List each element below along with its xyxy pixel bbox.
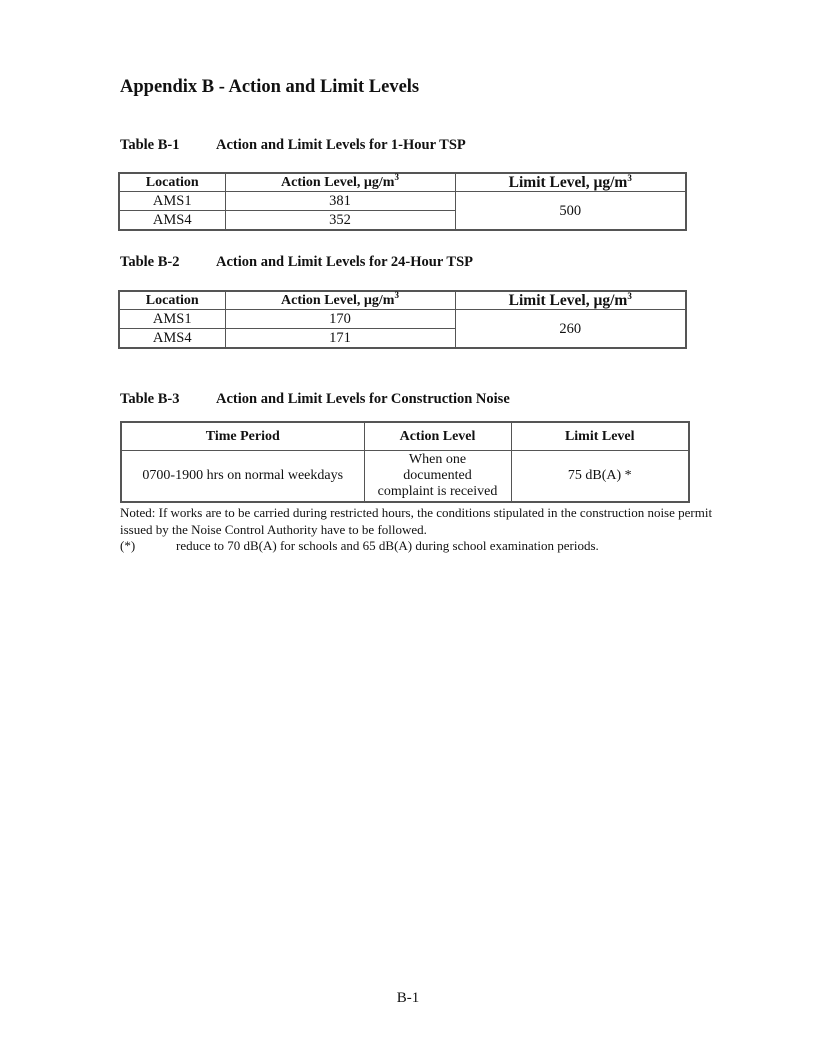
table-header-row bbox=[119, 291, 686, 310]
header-limit-level: Limit Level, $\mu g/m^3$ bbox=[455, 291, 686, 310]
page-number: B-1 bbox=[396, 990, 420, 1006]
cell-action-level: When one documented complaint is received bbox=[364, 451, 511, 503]
table-b1-caption bbox=[120, 137, 466, 154]
header-limit-level: Limit Level, $\mu g/m^3$ bbox=[455, 173, 686, 192]
table-header-row bbox=[119, 173, 686, 192]
cell-action-level: 352 bbox=[225, 211, 455, 231]
table-number: Table B-3 bbox=[120, 391, 180, 407]
table-number: Table B-2 bbox=[120, 254, 180, 270]
cell-location: AMS4 bbox=[119, 329, 225, 349]
table-title: Action and Limit Levels for 24-Hour TSP bbox=[216, 254, 473, 270]
table-b1 bbox=[118, 172, 687, 231]
header-action-level: Action Level, $\mu g/m^3$ bbox=[225, 173, 455, 192]
footnote-text: reduce to 70 dB(A) for schools and 65 dB(A) during school examination periods. bbox=[176, 538, 599, 553]
cell-location: AMS1 bbox=[119, 310, 225, 329]
header-action-level: Action Level, $\mu g/m^3$ bbox=[225, 291, 455, 310]
cell-limit-level: 260 bbox=[455, 310, 686, 349]
cell-location: AMS4 bbox=[119, 211, 225, 231]
table-b3-caption bbox=[120, 391, 510, 408]
footnote-mark: (*) bbox=[120, 538, 136, 553]
cell-location: AMS1 bbox=[119, 192, 225, 211]
table-row bbox=[121, 451, 689, 503]
table-b2-caption bbox=[120, 254, 473, 271]
header-location: Location bbox=[119, 173, 225, 192]
header-location: Location bbox=[119, 291, 225, 310]
page-heading: Appendix B - Action and Limit Levels bbox=[120, 77, 420, 97]
cell-action-level: 170 bbox=[225, 310, 455, 329]
table-notes bbox=[120, 505, 720, 555]
header-action-level: Action Level bbox=[364, 422, 511, 451]
table-title: Action and Limit Levels for 1-Hour TSP bbox=[216, 137, 466, 153]
table-title: Action and Limit Levels for Construction Noise bbox=[216, 391, 510, 407]
noted-text: Noted: If works are to be carried during restricted hours, the conditions stipulated in the construction noise permit issued by the Noise Control Authority have to be followed. bbox=[120, 505, 713, 537]
cell-action-level: 381 bbox=[225, 192, 455, 211]
table-b3 bbox=[120, 421, 690, 503]
table-number: Table B-1 bbox=[120, 137, 180, 153]
table-row bbox=[119, 192, 686, 211]
header-limit-level: Limit Level bbox=[511, 422, 689, 451]
cell-action-level: 171 bbox=[225, 329, 455, 349]
cell-limit-level: 75 dB(A) * bbox=[511, 451, 689, 503]
cell-time-period: 0700-1900 hrs on normal weekdays bbox=[121, 451, 364, 503]
cell-limit-level: 500 bbox=[455, 192, 686, 231]
table-b2 bbox=[118, 290, 687, 349]
table-header-row bbox=[121, 422, 689, 451]
table-row bbox=[119, 310, 686, 329]
footnote bbox=[120, 538, 720, 555]
header-time-period: Time Period bbox=[121, 422, 364, 451]
